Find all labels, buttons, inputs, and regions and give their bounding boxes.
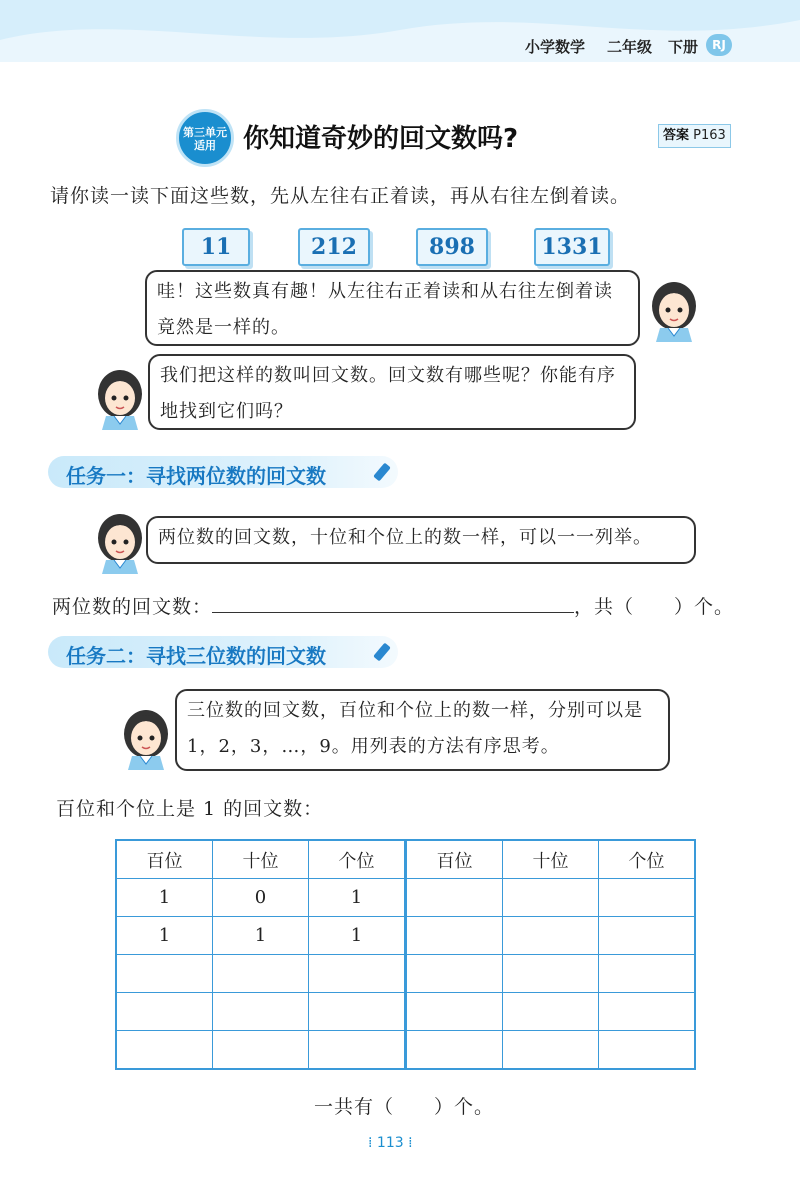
page-number-value: 113 bbox=[376, 1135, 404, 1151]
task-two-title: 任务二：寻找三位数的回文数 bbox=[66, 644, 326, 668]
header-tens: 十位 bbox=[503, 840, 599, 879]
seal-line2: 适用 bbox=[194, 139, 216, 152]
table-cell[interactable] bbox=[503, 1031, 599, 1070]
table-row bbox=[116, 993, 695, 1031]
table-cell[interactable] bbox=[599, 917, 696, 955]
intro-text: 请你读一读下面这些数，先从左往右正着读，再从右往左倒着读。 bbox=[50, 185, 631, 207]
table-cell: 1 bbox=[309, 879, 406, 917]
table-cell: 1 bbox=[116, 879, 213, 917]
header-hundreds: 百位 bbox=[406, 840, 503, 879]
header-ones: 个位 bbox=[599, 840, 696, 879]
task-one-bar bbox=[48, 456, 398, 488]
table-cell[interactable] bbox=[503, 955, 599, 993]
number-box: 1331 bbox=[534, 228, 610, 266]
table-row bbox=[116, 917, 695, 955]
table-cell[interactable] bbox=[599, 955, 696, 993]
table-cell[interactable] bbox=[213, 1031, 309, 1070]
girl-illustration bbox=[118, 700, 176, 772]
total-count-question: 一共有（ ）个。 bbox=[314, 1096, 495, 1118]
answer-blank-line[interactable] bbox=[212, 592, 574, 613]
header-hundreds: 百位 bbox=[116, 840, 213, 879]
unit-seal bbox=[176, 109, 234, 167]
answer-reference bbox=[658, 124, 731, 148]
table-cell[interactable] bbox=[503, 917, 599, 955]
header-ones: 个位 bbox=[309, 840, 406, 879]
header-grade: 二年级 bbox=[607, 38, 653, 56]
answer-page: P163 bbox=[693, 128, 726, 143]
table-cell: 1 bbox=[116, 917, 213, 955]
table-cell[interactable] bbox=[309, 955, 406, 993]
table-cell[interactable] bbox=[406, 993, 503, 1031]
table-cell[interactable] bbox=[503, 993, 599, 1031]
two-digit-label: 两位数的回文数： bbox=[52, 596, 213, 618]
table-row bbox=[116, 1031, 695, 1070]
table-cell[interactable] bbox=[309, 993, 406, 1031]
task-one-title: 任务一：寻找两位数的回文数 bbox=[66, 464, 326, 488]
number-box: 11 bbox=[182, 228, 250, 266]
table-cell[interactable] bbox=[503, 879, 599, 917]
edition-badge: RJ bbox=[706, 34, 732, 56]
table-cell[interactable] bbox=[599, 993, 696, 1031]
table-cell[interactable] bbox=[116, 955, 213, 993]
table-cell[interactable] bbox=[213, 993, 309, 1031]
speech-bubble-4: 三位数的回文数，百位和个位上的数一样，分别可以是1，2，3，…，9。用列表的方法有序思考。 bbox=[175, 689, 670, 771]
speech-bubble-1: 哇！这些数真有趣！从左往右正着读和从右往左倒着读竟然是一样的。 bbox=[145, 270, 640, 346]
table-cell: 0 bbox=[213, 879, 309, 917]
table-row bbox=[116, 879, 695, 917]
table-cell[interactable] bbox=[213, 955, 309, 993]
table-cell[interactable] bbox=[406, 1031, 503, 1070]
answer-label: 答案 bbox=[663, 128, 690, 143]
table-cell: 1 bbox=[309, 917, 406, 955]
page-number: ⁞ 113 ⁞ bbox=[368, 1135, 413, 1151]
table-cell[interactable] bbox=[406, 917, 503, 955]
table-cell[interactable] bbox=[406, 879, 503, 917]
two-digit-suffix: ，共（ ）个。 bbox=[574, 596, 735, 618]
palindrome-table bbox=[115, 839, 696, 1070]
table-cell[interactable] bbox=[116, 993, 213, 1031]
speech-bubble-2: 我们把这样的数叫回文数。回文数有哪些呢？你能有序地找到它们吗？ bbox=[148, 354, 636, 430]
pencil-icon bbox=[373, 463, 391, 482]
table-cell[interactable] bbox=[599, 879, 696, 917]
table-cell[interactable] bbox=[309, 1031, 406, 1070]
table-cell[interactable] bbox=[599, 1031, 696, 1070]
two-digit-question bbox=[52, 592, 734, 619]
table-row bbox=[116, 955, 695, 993]
table-cell[interactable] bbox=[406, 955, 503, 993]
number-box: 898 bbox=[416, 228, 488, 266]
header-tens: 十位 bbox=[213, 840, 309, 879]
girl-illustration bbox=[92, 504, 150, 576]
girl-illustration bbox=[646, 272, 704, 344]
number-box: 212 bbox=[298, 228, 370, 266]
page-title: 你知道奇妙的回文数吗? bbox=[243, 124, 519, 154]
table-cell[interactable] bbox=[116, 1031, 213, 1070]
pencil-icon bbox=[373, 643, 391, 662]
seal-line1: 第三单元 bbox=[183, 126, 227, 139]
speech-bubble-3: 两位数的回文数，十位和个位上的数一样，可以一一列举。 bbox=[146, 516, 696, 564]
table-cell: 1 bbox=[213, 917, 309, 955]
header-subject: 小学数学 bbox=[525, 38, 586, 56]
girl-illustration bbox=[92, 360, 150, 432]
header-volume: 下册 bbox=[668, 38, 699, 56]
task-two-bar bbox=[48, 636, 398, 668]
table-header-row bbox=[116, 840, 695, 879]
table-prompt: 百位和个位上是 1 的回文数： bbox=[56, 798, 324, 820]
